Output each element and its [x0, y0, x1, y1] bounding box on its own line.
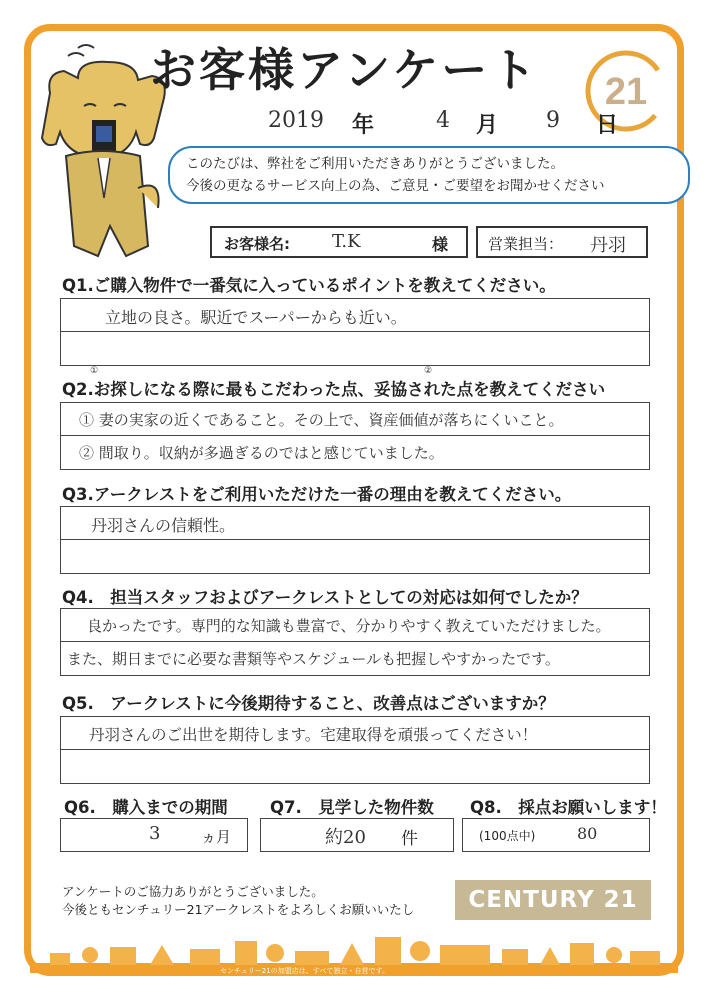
staff-name: 丹羽: [590, 235, 626, 256]
q6-value: 3: [149, 823, 161, 844]
q8-label: Q8. 採点お願いします！: [470, 798, 667, 817]
q4-answer-line-2: また、期日までに必要な書類等やスケジュールも把握しやすかったです。: [67, 650, 560, 668]
q2-answer-box: [60, 402, 650, 470]
intro-line-1: このたびは、弊社をご利用いただきありがとうございました。: [186, 156, 564, 172]
footer-disclaimer: センチュリー21の加盟店は、すべて独立・自営です。: [220, 967, 389, 975]
q4-answer-line-1: 良かったです。専門的な知識も豊富で、分かりやすく教えていただけました。: [87, 617, 611, 635]
date-day: 9: [546, 108, 560, 133]
q7-label: Q7. 見学した物件数: [270, 798, 434, 817]
q3-question: Q3.アークレストをご利用いただけた一番の理由を教えてください。: [62, 485, 572, 504]
q3-answer-line-1: 丹羽さんの信頼性。: [91, 516, 236, 535]
q6-unit: ヵ月: [201, 828, 232, 846]
page-title: お客様アンケート: [150, 43, 540, 97]
q2-answer-line-1: ① 妻の実家の近くであること。その上で、資産価値が落ちにくいこと。: [79, 411, 564, 429]
q4-answer-box: [60, 608, 650, 676]
q1-answer-line-1: 立地の良さ。駅近でスーパーからも近い。: [105, 308, 407, 327]
date-month: 4: [436, 108, 450, 133]
q2-answer-line-2: ② 間取り。収納が多過ぎるのではと感じていました。: [79, 444, 444, 462]
century21-brand-logo: CENTURY 21: [455, 880, 651, 920]
q7-unit: 件: [401, 829, 418, 849]
customer-name-box: [210, 226, 468, 258]
q6-label: Q6. 購入までの期間: [64, 798, 228, 817]
footer-regards: 今後ともセンチュリー21アークレストをよろしくお願いいたし: [62, 902, 415, 917]
q2-mark-1: ①: [90, 366, 99, 376]
q6-answer-box: [60, 818, 248, 852]
q5-answer-box: [60, 716, 650, 784]
sales-staff-box: [476, 226, 648, 258]
q8-answer-box: [462, 818, 650, 852]
logo-number: 21: [604, 71, 648, 113]
footer-thanks: アンケートのご協力ありがとうございました。: [62, 884, 324, 899]
mascot-dog-icon: [38, 38, 168, 268]
date-month-label: 月: [476, 113, 499, 138]
customer-suffix: 様: [432, 235, 449, 254]
intro-line-2: 今後の更なるサービス向上の為、ご意見・ご要望をお聞かせください: [186, 178, 605, 194]
q8-value: 80: [577, 824, 598, 843]
q1-question: Q1.ご購入物件で一番気に入っているポイントを教えてください。: [62, 276, 556, 295]
q8-prefix: (100点中): [479, 829, 536, 843]
q5-answer-line-1: 丹羽さんのご出世を期待します。宅建取得を頑張ってください！: [89, 726, 538, 744]
staff-label: 営業担当：: [488, 235, 564, 253]
customer-name: T.K: [332, 231, 361, 252]
q7-answer-box: [260, 818, 454, 852]
date-day-label: 日: [596, 113, 619, 138]
date-year: 2019: [268, 108, 324, 133]
q2-question: Q2.お探しになる際に最もこだわった点、妥協された点を教えてください: [62, 380, 606, 399]
q5-question: Q5. アークレストに今後期待すること、改善点はございますか？: [62, 694, 555, 713]
q3-answer-box: [60, 506, 650, 574]
customer-label: お客様名:: [224, 235, 290, 253]
q1-answer-box: [60, 298, 650, 366]
date-year-label: 年: [352, 113, 375, 138]
q4-question: Q4. 担当スタッフおよびアークレストとしての対応は如何でしたか？: [62, 588, 588, 607]
q2-mark-2: ②: [424, 366, 433, 376]
intro-bubble: [168, 146, 690, 204]
q7-value: 約20: [325, 827, 366, 848]
